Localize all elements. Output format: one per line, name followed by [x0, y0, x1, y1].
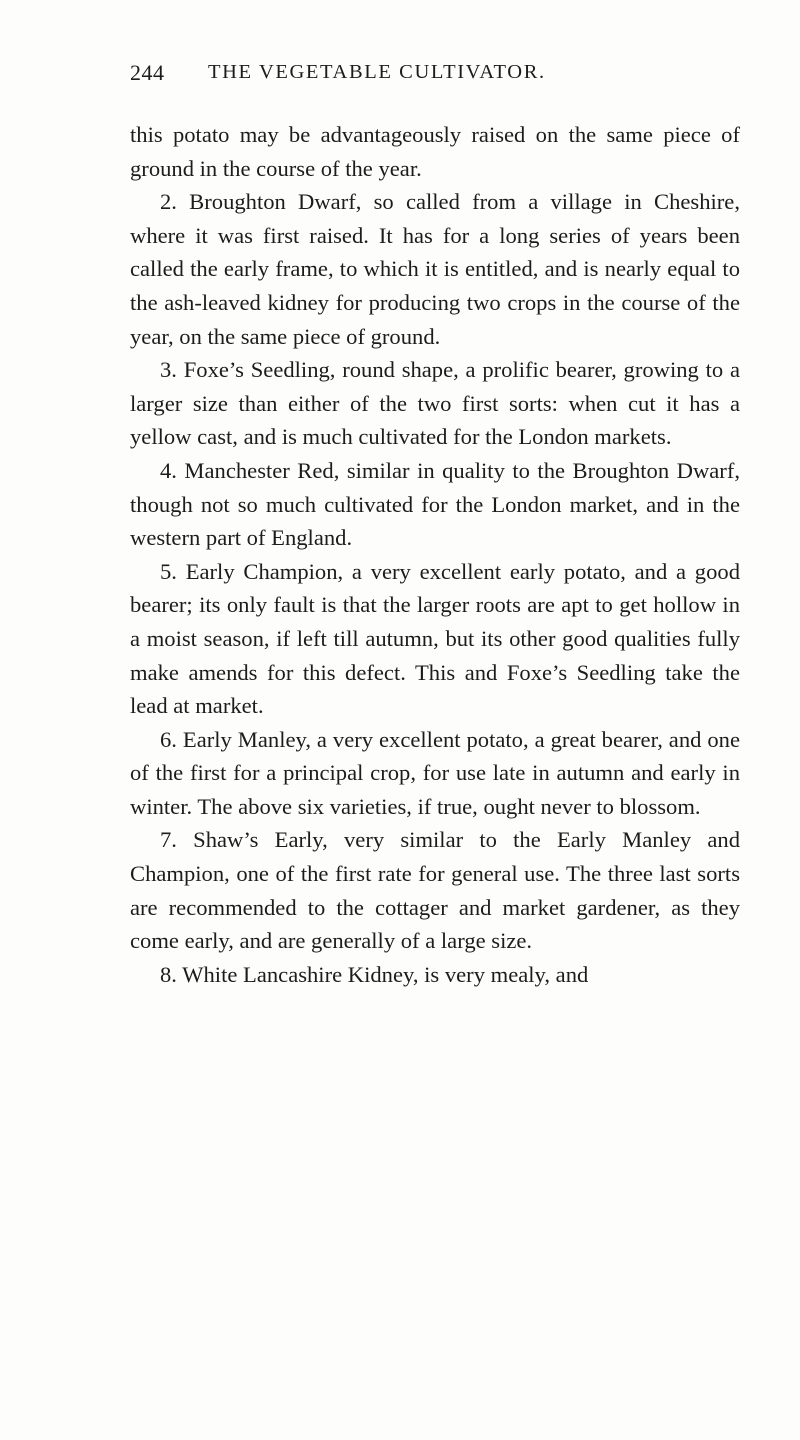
page-number: 244 [130, 60, 165, 85]
paragraph-continuation: this potato may be advantageously raised on the same piece of ground in the course of the year. [130, 122, 740, 181]
paragraph-early-manley: 6. Early Manley, a very excellent potato, a great bearer, and one of the first for a principal crop, for use late in autumn and early in winter. The above six varieties, if true, ought never to blossom. [130, 726, 740, 819]
paragraph-shaws-early: 7. Shaw’s Early, very similar to the Early Manley and Champion, one of the first rate for general use. The three last sorts are recommended to the cottager and market gardener, as they come early, and are generally of a large size. [130, 827, 740, 954]
paragraph-early-champion: 5. Early Champion, a very excellent early potato, and a good bearer; its only fault is that the larger roots are apt to get hollow in a moist season, if left till autumn, but its other good qualities fully make amends for this defect. This and Foxe’s Seedling take the lead at market. [130, 558, 740, 719]
paragraph-broughton-dwarf: 2. Broughton Dwarf, so called from a village in Cheshire, where it was first raised. It has for a long series of years been called the early frame, to which it is entitled, and is nearly equal to the ash-leaved kidney for producing two crops in the course of the year, on the same piece of ground. [130, 189, 740, 349]
running-title: THE VEGETABLE CULTIVATOR. [208, 61, 546, 83]
paragraph-foxes-seedling: 3. Foxe’s Seedling, round shape, a prolific bearer, growing to a larger size than either of the two first sorts: when cut it has a yellow cast, and is much cultivated for the London markets. [130, 357, 740, 450]
body-text [130, 118, 740, 991]
paragraph-white-lancashire-kidney: 8. White Lancashire Kidney, is very mealy, and [160, 961, 589, 987]
page-header [130, 60, 730, 100]
paragraph-manchester-red: 4. Manchester Red, similar in quality to the Broughton Dwarf, though not so much cultivated for the London market, and in the western part of England. [130, 457, 740, 551]
